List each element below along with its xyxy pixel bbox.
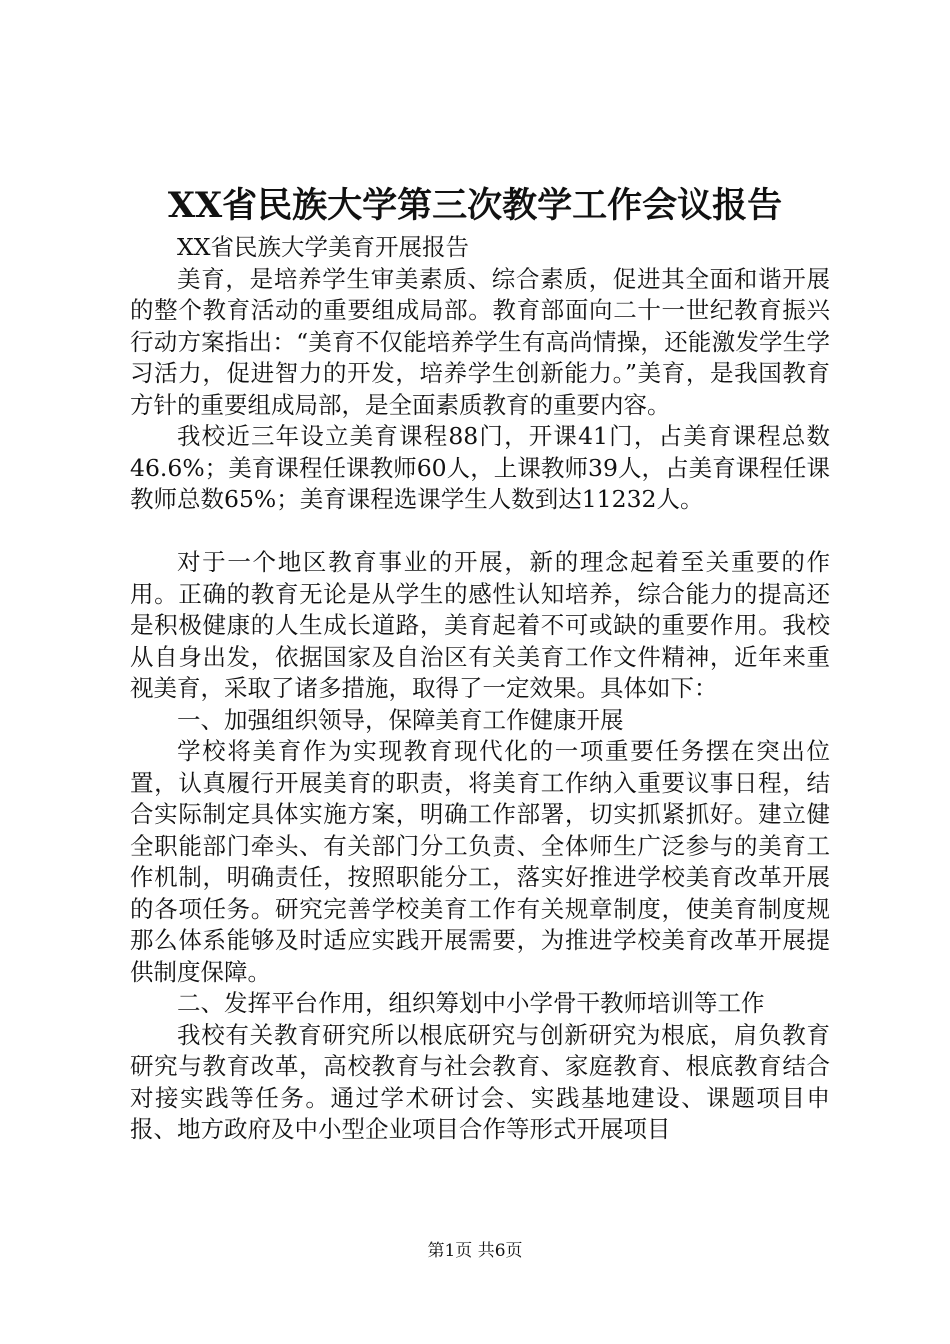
- page-number-footer: 第1页 共6页: [427, 1241, 523, 1261]
- document-title: XX省民族大学第三次教学工作会议报告: [167, 185, 783, 227]
- paragraph-intro: 美育，是培养学生审美素质、综合素质，促进其全面和谐开展的整个教育活动的重要组成局部。教育部面向二十一世纪教育振兴行动方案指出：“美育不仅能培养学生有高尚情操，还能激发学生学习活力，促进智力的开发，培养学生创新能力。”美育，是我国教育方针的重要组成局部，是全面素质教育的重要内容。: [130, 264, 830, 419]
- paragraph-section-1: 学校将美育作为实现教育现代化的一项重要任务摆在突出位置，认真履行开展美育的职责，将美育工作纳入重要议事日程，结合实际制定具体实施方案，明确工作部署，切实抓紧抓好。建立健全职能部门牵头、有关部门分工负责、全体师生广泛参与的美育工作机制，明确责任，按照职能分工，落实好推进学校美育改革开展的各项任务。研究完善学校美育工作有关规章制度，使美育制度规那么体系能够及时适应实践开展需要，为推进学校美育改革开展提供制度保障。: [130, 737, 830, 986]
- document-body: [130, 232, 830, 1146]
- section-heading-2: 二、发挥平台作用，组织筹划中小学骨干教师培训等工作: [177, 989, 765, 1017]
- paragraph-statistics: 我校近三年设立美育课程88门，开课41门，占美育课程总数46.6%；美育课程任课教师60人，上课教师39人，占美育课程任课教师总数65%；美育课程选课学生人数到达11232人。: [130, 422, 830, 513]
- section-heading-1: 一、加强组织领导，保障美育工作健康开展: [177, 705, 624, 734]
- report-subtitle: XX省民族大学美育开展报告: [177, 233, 469, 261]
- paragraph-section-2: 我校有关教育研究所以根底研究与创新研究为根底，肩负教育研究与教育改革，高校教育与社会教育、家庭教育、根底教育结合对接实践等任务。通过学术研讨会、实践基地建设、课题项目申报、地方政府及中小型企业项目合作等形式开展项目: [130, 1020, 830, 1143]
- paragraph-overview: 对于一个地区教育事业的开展，新的理念起着至关重要的作用。正确的教育无论是从学生的感性认知培养，综合能力的提高还是积极健康的人生成长道路，美育起着不可或缺的重要作用。我校从自身出发，依据国家及自治区有关美育工作文件精神，近年来重视美育，采取了诸多措施，取得了一定效果。具体如下：: [130, 548, 830, 702]
